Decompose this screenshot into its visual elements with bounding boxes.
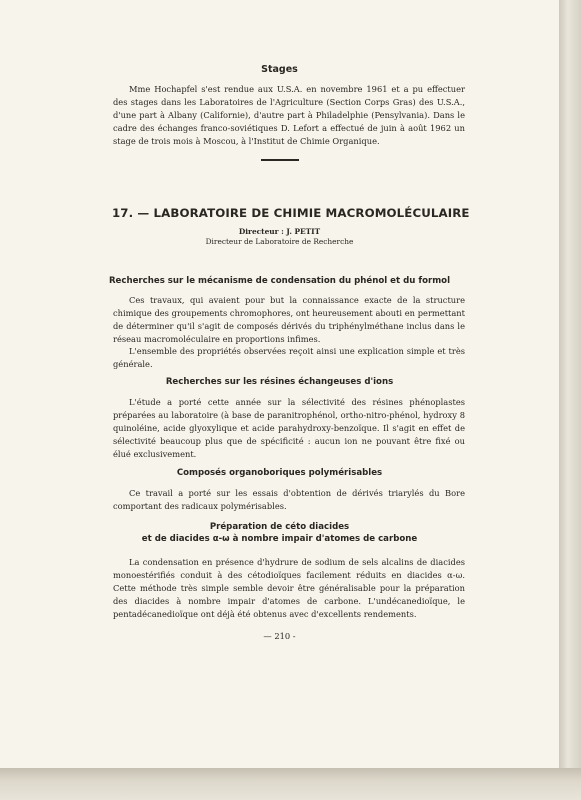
section-heading-organoboric: Composés organoboriques polymérisables — [176, 468, 383, 478]
diacids-paragraph-text: La condensation en présence d'hydrure de sodium de sels alcalins de diacides monoestérifiés conduit à des cétodioïques facilement réduits en diacides α-ω. Cette méthode très simple semble devoir être généralisable pour la préparation des diacides à nombre impair d'atomes de carbone. L'undécanedioïque, le pentadécanedioïque ont déjà été obtenus avec d'excellents rendements. — [113, 557, 465, 619]
condensation-paragraph-2 — [113, 345, 465, 371]
condensation-paragraph-1 — [113, 294, 465, 346]
ion-exchange-paragraph-text: L'étude a porté cette année sur la sélectivité des résines phénoplastes préparées au laboratoire (à base de paranitrophénol, ortho-nitro-phénol, hydroxy 8 quinoléine, acide glyoxylique et acide parahydroxy-benzoïque. Il s'agit en effet de sélectivité beaucoup plus que de spécificité : aucun ion ne pouvant être fixé ou élué exclusivement. — [113, 397, 465, 459]
section-divider — [261, 159, 299, 161]
stages-heading: Stages — [261, 64, 298, 75]
organoboric-paragraph — [113, 487, 465, 513]
diacids-paragraph — [113, 556, 465, 621]
diacids-heading-line-2: et de diacides α-ω à nombre impair d'atomes de carbone — [141, 534, 418, 544]
laboratory-title: 17. — LABORATOIRE DE CHIMIE MACROMOLÉCULAIRE — [112, 206, 470, 220]
condensation-paragraph-2-text: L'ensemble des propriétés observées reçoit ainsi une explication simple et très générale. — [113, 346, 465, 369]
page-edge-bottom — [0, 768, 581, 800]
director-block — [0, 227, 559, 247]
section-heading-diacids — [0, 521, 559, 545]
director-role: Directeur de Laboratoire de Recherche — [205, 237, 354, 246]
section-heading-ion-exchange: Recherches sur les résines échangeuses d'ions — [165, 377, 394, 387]
condensation-paragraph-1-text: Ces travaux, qui avaient pour but la connaissance exacte de la structure chimique des groupements chromophores, ont heureusement abouti en permettant de déterminer qu'il s'agit de composés dérivés du triphénylméthane inclus dans le réseau macromoléculaire en proportions infimes. — [113, 295, 465, 344]
ion-exchange-paragraph — [113, 396, 465, 461]
organoboric-paragraph-text: Ce travail a porté sur les essais d'obtention de dérivés triarylés du Bore comportant des radicaux polymérisables. — [113, 488, 465, 511]
stages-paragraph — [113, 83, 465, 148]
stages-paragraph-text: Mme Hochapfel s'est rendue aux U.S.A. en novembre 1961 et a pu effectuer des stages dans les Laboratoires de l'Agriculture (Section Corps Gras) des U.S.A., d'une part à Albany (Californie), d'autre part à Philadelphie (Pensylvania). Dans le cadre des échanges franco-soviétiques D. Lefort a effectué de juin à août 1962 un stage de trois mois à Moscou, à l'Institut de Chimie Organique. — [113, 84, 465, 146]
diacids-heading-line-1: Préparation de céto diacides — [209, 522, 350, 532]
page-edge-right — [559, 0, 581, 800]
page-number: — 210 - — [263, 631, 296, 641]
director-name: Directeur : J. PETIT — [238, 227, 321, 236]
section-heading-condensation: Recherches sur le mécanisme de condensation du phénol et du formol — [108, 276, 451, 286]
